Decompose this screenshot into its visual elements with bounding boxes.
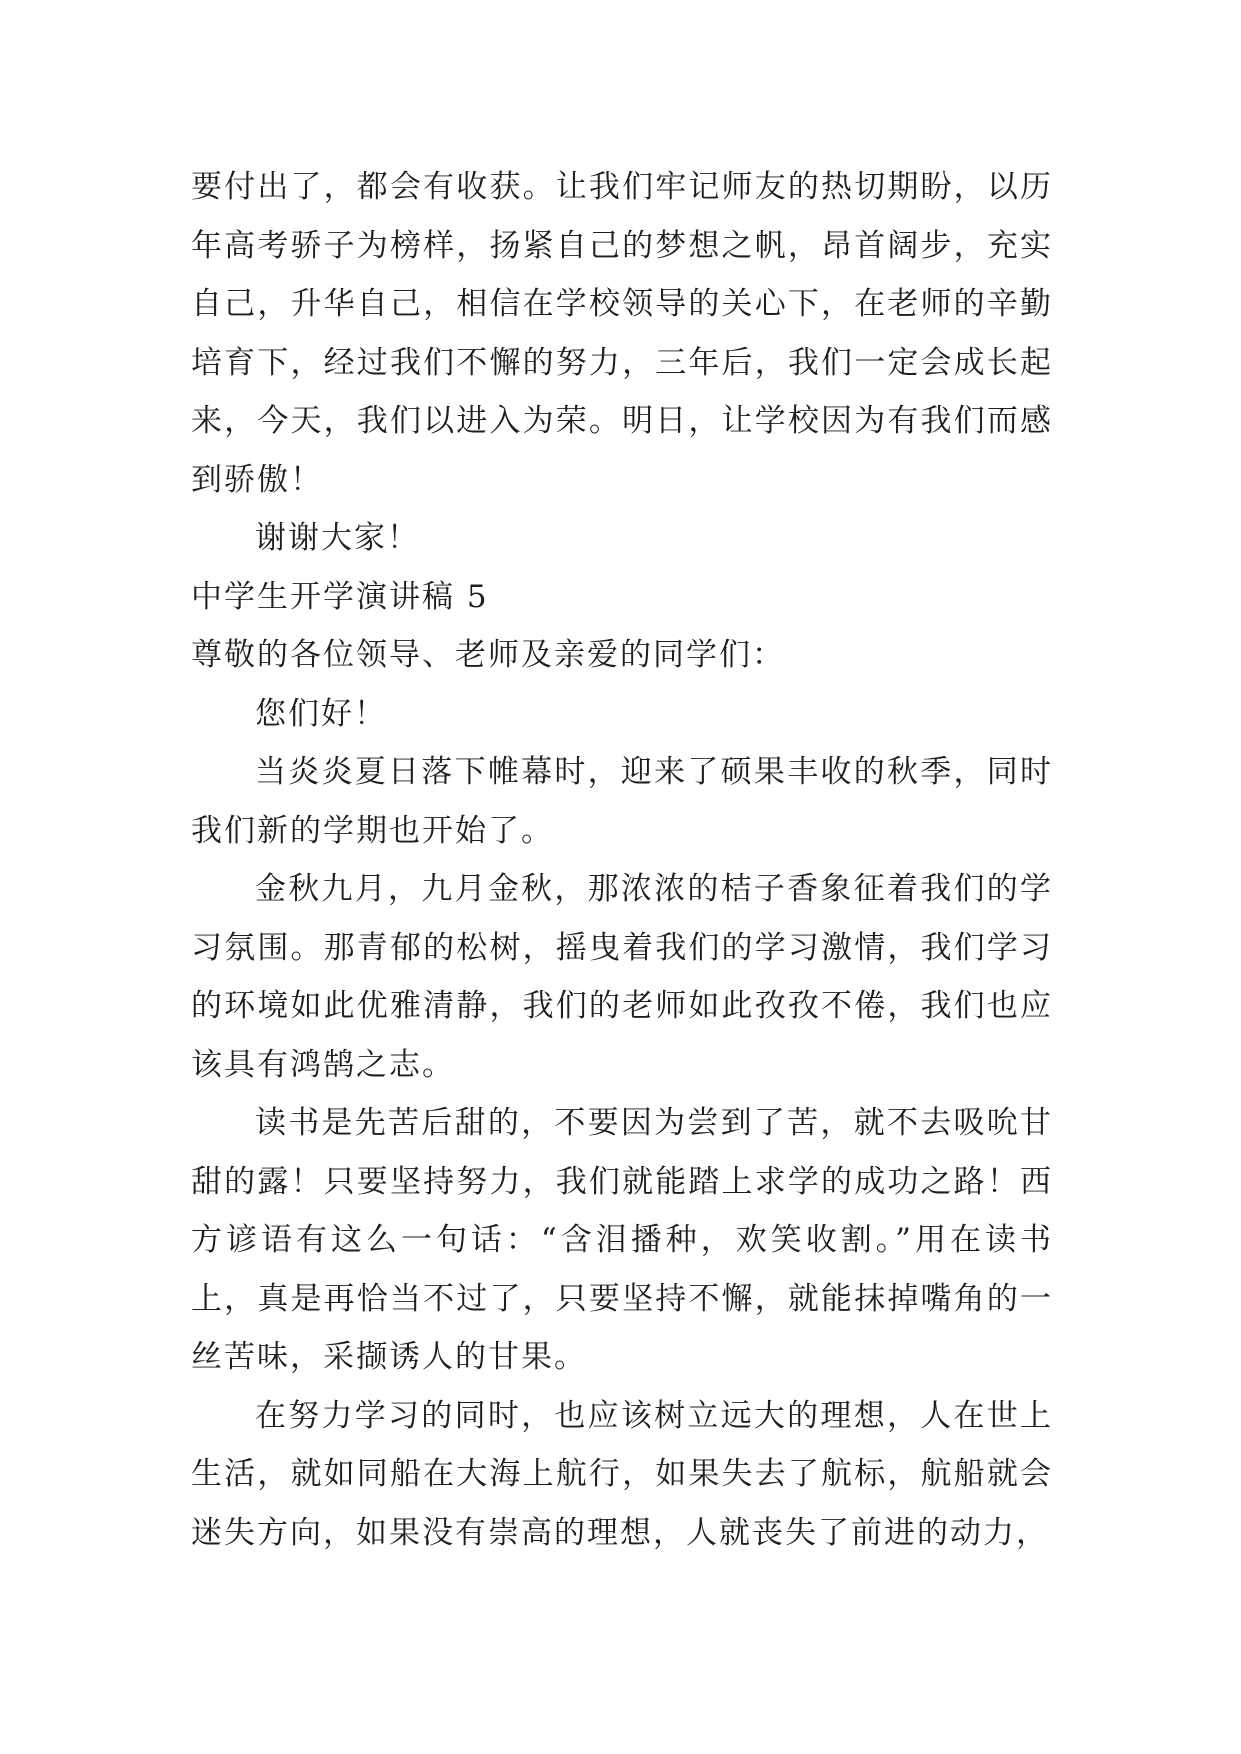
paragraph-reading: 读书是先苦后甜的，不要因为尝到了苦，就不去吸吮甘甜的露！只要坚持努力，我们就能踏上求学的成功之路！西方谚语有这么一句话：“含泪播种，欢笑收割。”用在读书上，真是再恰当不过了，只要坚持不懈，就能抹掉嘴角的一丝苦味，采撷诱人的甘果。: [191, 1105, 1053, 1375]
salutation: 尊敬的各位领导、老师及亲爱的同学们：: [191, 637, 785, 673]
paragraph-autumn: 金秋九月，九月金秋，那浓浓的桔子香象征着我们的学习氛围。那青郁的松树，摇曳着我们的学习激情，我们学习的环境如此优雅清静，我们的老师如此孜孜不倦，我们也应该具有鸿鹄之志。: [191, 871, 1053, 1083]
section-heading: 中学生开学演讲稿 5: [191, 578, 489, 615]
paragraph-intro: 当炎炎夏日落下帷幕时，迎来了硕果丰收的秋季，同时我们新的学期也开始了。: [191, 754, 1053, 849]
paragraph-greeting: 您们好！: [255, 695, 387, 732]
paragraph-closing-body: 要付出了，都会有收获。让我们牢记师友的热切期盼，以历年高考骄子为榜样，扬紧自己的梦想之帆，昂首阔步，充实自己，升华自己，相信在学校领导的关心下，在老师的辛勤培育下，经过我们不懈的努力，三年后，我们一定会成长起来，今天，我们以进入为荣。明日，让学校因为有我们而感到骄傲！: [191, 169, 1053, 498]
paragraph-thanks: 谢谢大家！: [255, 520, 420, 556]
document-body: [191, 158, 1053, 1562]
paragraph-ideals: 在努力学习的同时，也应该树立远大的理想，人在世上生活，就如同船在大海上航行，如果失去了航标，航船就会迷失方向，如果没有崇高的理想，人就丧失了前进的动力，: [191, 1397, 1053, 1551]
